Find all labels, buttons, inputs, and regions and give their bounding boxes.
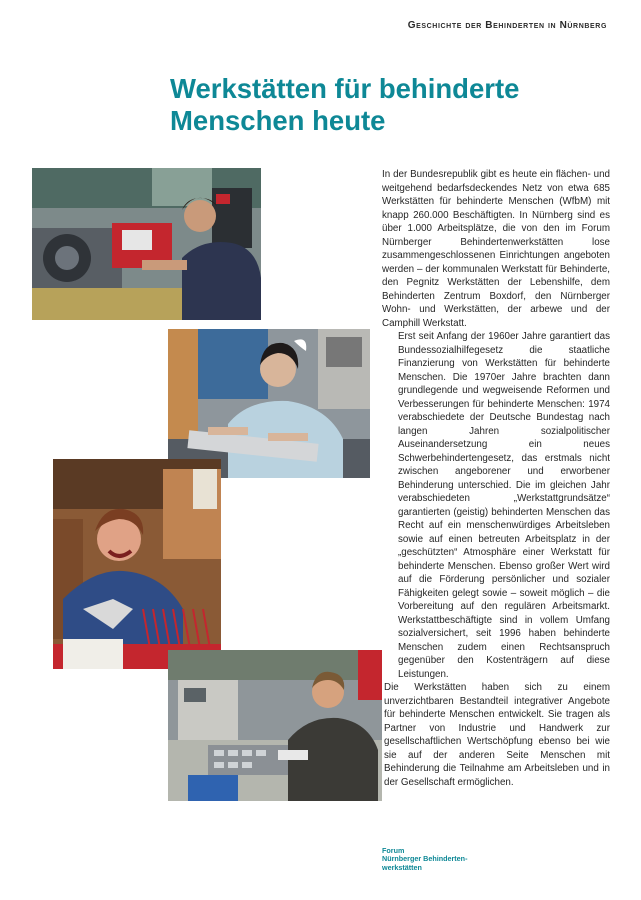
title-line-2: Menschen heute <box>170 105 386 136</box>
photo-machine-worker <box>32 168 261 320</box>
running-header: Geschichte der Behinderten in Nürnberg <box>407 20 607 31</box>
footer-line: Forum <box>382 846 405 855</box>
photo-textile-worker <box>53 459 221 669</box>
article-body <box>370 168 610 789</box>
article-paragraph: Die Werkstätten haben sich zu einem unverzichtbaren Bestandteil integrativer Angebote für behinderte Menschen entwickelt. Sie tragen als Partner von Industrie und Handwerk zur gesellschaftlichen Wertschöpfung ebenso bei wie sie auf der anderen Seite Menschen mit Behinderung die Teilnahme am Arbeitsleben und in der Gesellschaft ermöglichen. <box>384 682 610 788</box>
article-paragraph: In der Bundesrepublik gibt es heute ein flächen- und weitgehend bedarfsdeckendes Netz von etwa 685 Werkstätten für behinderte Menschen (WfbM) mit knapp 260.000 Beschäftigten. In Nürnberg sind es über 1.000 Arbeitsplätze, die von den im Forum Nürnberger Behindertenwerkstätten lose zusammengeschlossenen Einrichtungen angeboten werden – der kommunalen Werkstatt für Behinderte, den Pegnitz Werkstätten der Lebenshilfe, dem Behinderten Zentrum Boxdorf, den Nürnberger Wohn- und Werkstätten, der arbewe und der Camphill Werkstatt. <box>382 169 610 329</box>
footer-source <box>382 847 467 872</box>
article-paragraph: Erst seit Anfang der 1960er Jahre garantiert das Bundessozialhilfegesetz die staatliche Finanzierung von Werkstätten für behinderte Menschen. Die 1970er Jahre brachten dann grundlegende und wegweisende Reformen und Verbesserungen für behinderte Menschen: 1974 verabschiedete der Deutsche Bundestag nach langen Jahren sozialpolitischer Auseinandersetzung ein neues Schwerbehindertengesetz, das erstmals nicht zwischen angeborener und erworbener Behinderung unterschied. Die im gleichen Jahr verabschiedeten „Werkstattgrundsätze“ garantierten (geistig) behinderten Menschen das Recht auf ein menschenwürdiges Arbeitsleben sowie auf einen betreuten Arbeitsplatz in der „geschützten“ Atmosphäre einer Werkstatt für behinderte Menschen. Ebenso großer Wert wird auf die Förderung persönlicher und sozialer Fähigkeiten gelegt sowie – soweit möglich – die Vorbereitung auf den regulären Arbeitsmarkt. Werkstattbeschäftigte sind in vollem Umfang sozialversichert, seit 1996 haben behinderte Menschen zudem einen Rechtsanspruch gegenüber den Kostenträgern auf diese Leistungen. <box>398 331 610 680</box>
footer-line: Nürnberger Behinderten- <box>382 854 468 864</box>
page-title <box>170 73 610 137</box>
footer-line: werkstätten <box>382 862 422 872</box>
title-line-1: Werkstätten für behinderte <box>170 73 520 104</box>
photo-assembly-worker <box>168 650 382 801</box>
photo-keyboard-worker <box>168 329 370 478</box>
